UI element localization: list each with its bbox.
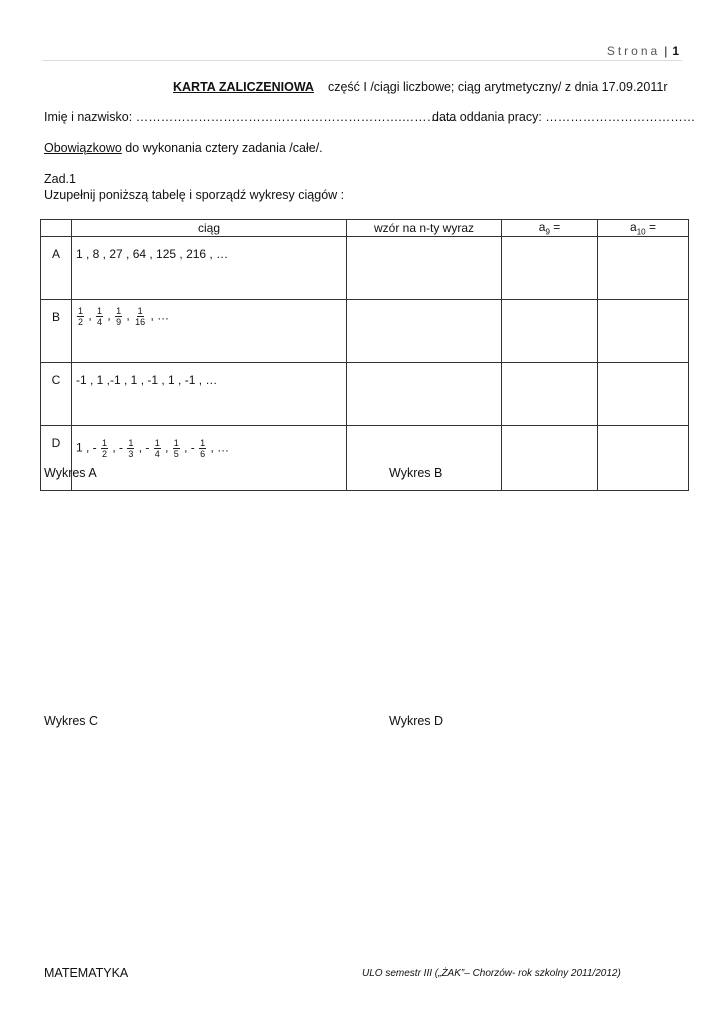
- chart-a-label: Wykres A: [44, 466, 97, 480]
- a10-cell[interactable]: [598, 237, 689, 300]
- fraction: $\frac{1}{16}$: [135, 306, 146, 328]
- chart-d-label: Wykres D: [389, 714, 444, 728]
- table-row: [41, 426, 689, 491]
- formula-cell[interactable]: [347, 237, 502, 300]
- fraction: $\frac{1}{3}$: [128, 438, 134, 460]
- fraction: $\frac{1}{4}$: [154, 438, 160, 460]
- fraction: $\frac{1}{2}$: [78, 306, 84, 328]
- formula-cell[interactable]: [347, 363, 502, 426]
- row-label: D: [41, 426, 72, 491]
- table-row: [41, 237, 689, 300]
- chart-c-label: Wykres C: [44, 714, 99, 728]
- row-label: B: [41, 300, 72, 363]
- fraction: $\frac{1}{6}$: [200, 438, 206, 460]
- formula-cell[interactable]: [347, 300, 502, 363]
- sequences-table: [40, 219, 689, 491]
- sequence-cell: -1 , 1 ,-1 , 1 , -1 , 1 , -1 , …: [72, 363, 347, 426]
- fraction: $\frac{1}{2}$: [102, 438, 108, 460]
- fraction: $\frac{1}{5}$: [173, 438, 179, 460]
- row-label: A: [41, 237, 72, 300]
- date-field: data oddania pracy: ………………………………: [432, 110, 696, 124]
- a9-cell[interactable]: [502, 300, 598, 363]
- instruction-obligatory: Obowiązkowo: [44, 141, 122, 155]
- a9-cell[interactable]: [502, 363, 598, 426]
- row-label: C: [41, 363, 72, 426]
- title-main: KARTA ZALICZENIOWA: [173, 80, 314, 94]
- chart-b-label: Wykres B: [389, 466, 443, 480]
- header-a9: $a_9$ =: [502, 220, 598, 237]
- header-rule: [42, 60, 682, 61]
- header-a10: $a_{10}$ =: [598, 220, 689, 237]
- header-empty: [41, 220, 72, 237]
- strona-label: Strona: [606, 44, 661, 58]
- page-number: 1: [672, 44, 679, 58]
- document-title: [173, 80, 667, 94]
- name-field: Imię i nazwisko: ……………………………………………………….………….: [44, 110, 456, 124]
- instruction: [44, 141, 323, 155]
- footer-school: ULO semestr III („ŻAK”– Chorzów- rok szkolny 2011/2012): [362, 968, 621, 979]
- formula-cell[interactable]: [347, 426, 502, 491]
- task-text: Uzupełnij poniższą tabelę i sporządź wykresy ciągów :: [44, 188, 345, 202]
- table-row: [41, 300, 689, 363]
- table-row: [41, 363, 689, 426]
- a10-cell[interactable]: [598, 363, 689, 426]
- page-header: [0, 44, 679, 58]
- sequence-cell: 1 , - $\frac{1}{2}$ , - $\frac{1}{3}$ , - $\frac{1}{4}$ , $\frac{1}{5}$ , - $\frac{1}{6}$ , …: [72, 426, 347, 491]
- header-seq: ciąg: [72, 220, 347, 237]
- sequence-cell: 1 , 8 , 27 , 64 , 125 , 216 , …: [72, 237, 347, 300]
- header-formula: wzór na n-ty wyraz: [347, 220, 502, 237]
- task-number: Zad.1: [44, 172, 76, 186]
- footer-subject: MATEMATYKA: [44, 966, 129, 980]
- title-subtitle: część I /ciągi liczbowe; ciąg arytmetyczny/ z dnia 17.09.2011r: [327, 80, 668, 94]
- a10-cell[interactable]: [598, 300, 689, 363]
- fraction: $\frac{1}{9}$: [116, 306, 122, 328]
- a10-cell[interactable]: [598, 426, 689, 491]
- table-header-row: [41, 220, 689, 237]
- a9-cell[interactable]: [502, 237, 598, 300]
- instruction-rest: do wykonania cztery zadania /całe/.: [121, 141, 323, 155]
- a9-cell[interactable]: [502, 426, 598, 491]
- header-separator: |: [664, 44, 668, 58]
- sequence-cell: $\frac{1}{2}$ , $\frac{1}{4}$ , $\frac{1}{9}$ , $\frac{1}{16}$ , …: [72, 300, 347, 363]
- fraction: $\frac{1}{4}$: [97, 306, 103, 328]
